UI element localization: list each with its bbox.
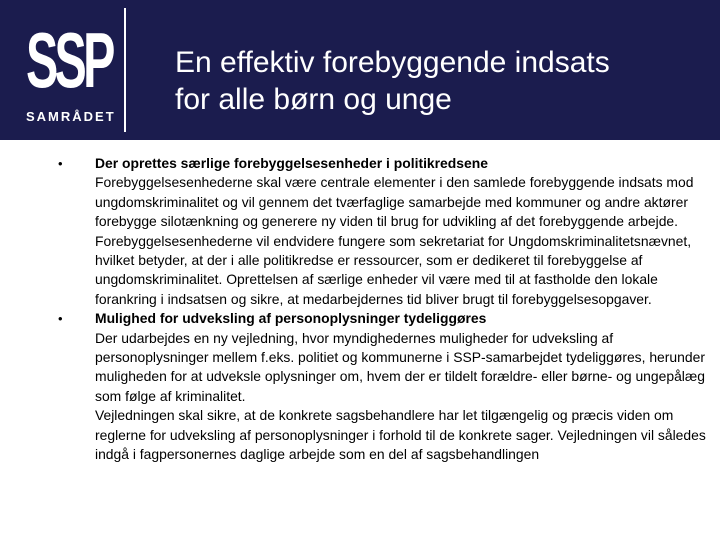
logo-mark: SSP [26,16,112,104]
bullet-paragraph: Der udarbejdes en ny vejledning, hvor myndighedernes muligheder for udveksling af personoplysninger mellem f.eks. politiet og kommunerne i SSP-samarbejdet tydeliggøres, herunder muligheden for at udveksle oplysninger om, hvem der er tildelt forældre- eller børne- og ungepålæg som følge af kriminalitet. [95,329,705,404]
slide-title-line-2: for alle børn og unge [175,83,452,116]
bullet-heading: Mulighed for udveksling af personoplysninger tydeliggøres [95,310,487,327]
slide-body [58,154,708,465]
logo-subtitle: SAMRÅDET [26,109,116,124]
bullet-item [58,154,708,309]
bullet-heading: Der oprettes særlige forebyggelsesenheder i politikredsene [95,155,488,171]
slide-header [0,0,720,140]
slide-title-line-1: En effektiv forebyggende indsats [175,46,610,79]
bullet-paragraph: Forebyggelsesenhederne vil endvidere fungere som sekretariat for Ungdomskriminalitetsnævnet, hvilket betyder, at der i alle politikredse er ressourcer, som er dedikeret til forebyggelse af ungdomskriminalitet. Oprettelsen af særlige enheder vil være med til at fastholde den lokale forankring i indsatsen og sikre, at medarbejdernes tid bliver brugt til forebyggelsesopgaver. [95,232,692,307]
slide-title [175,44,695,118]
header-divider [124,8,126,132]
bullet-icon: • [58,156,63,171]
bullet-item [58,309,708,464]
bullet-icon: • [58,311,63,327]
bullet-paragraph: Forebyggelsesenhederne skal være centrale elementer i den samlede forebyggende indsats mod ungdomskriminalitet og vil gennem det tværfaglige samarbejde med kommuner og andre aktører forebygge silotænkning og generere ny viden til brug for udvikling af det forebyggende arbejde. [95,174,694,230]
bullet-paragraph: Vejledningen skal sikre, at de konkrete sagsbehandlere har let tilgængelig og præcis viden om reglerne for udveksling af personoplysninger i forhold til de konkrete sager. Vejledningen vil således indgå i fagpersonernes daglige arbejde som en del af sagsbehandlingen [95,407,706,463]
ssp-logo [18,14,118,129]
